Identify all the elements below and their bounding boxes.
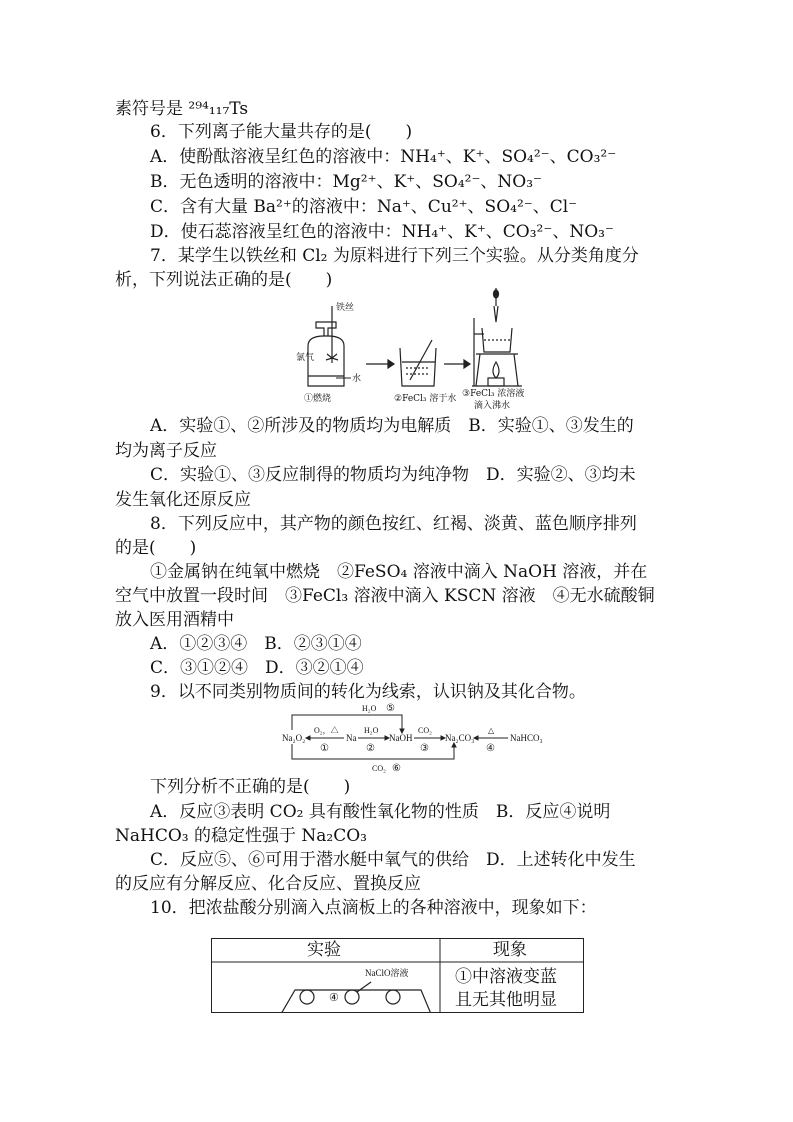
water-label: 水 [352, 374, 362, 384]
text-line: C．实验①、③反应制得的物质均为纯净物 D．实验②、③均未 [150, 465, 636, 485]
text-line: 空气中放置一段时间 ③FeCl₃ 溶液中滴入 KSCN 溶液 ④无水硫酸铜 [115, 586, 655, 606]
text-line: A．①②③④ B．②③①④ [150, 634, 362, 654]
reaction4-number: ④ [486, 743, 495, 754]
reaction1-number: ① [320, 743, 329, 754]
arrow-right-icon [366, 360, 394, 368]
conversion-diagram-q9 [282, 703, 552, 775]
text-line: C．含有大量 Ba²⁺的溶液中：Na⁺、Cu²⁺、SO₄²⁻、Cl⁻ [150, 197, 578, 217]
arrow-right-icon [444, 360, 470, 368]
text-line: C．反应⑤、⑥可用于潜水艇中氧气的供给 D．上述转化中发生 [150, 850, 636, 870]
chlorine-label: 氯气 [296, 353, 315, 363]
reaction3-number: ③ [420, 743, 429, 754]
text-line: C．③①②④ D．③②①④ [150, 658, 364, 678]
node-na: Na [346, 733, 357, 743]
caption-fecl3-solution: ③FeCl₃ 浓溶液 [462, 389, 525, 399]
reaction2-number: ② [366, 743, 375, 754]
text-line: 放入医用酒精中 [115, 610, 234, 630]
text-line: A．使酚酞溶液呈红色的溶液中：NH₄⁺、K⁺、SO₄²⁻、CO₃²⁻ [150, 147, 617, 167]
caption-boiling-water: 滴入沸水 [474, 401, 511, 411]
reaction1-condition: O₂，△ [314, 726, 339, 735]
text-line: A．实验①、②所涉及的物质均为电解质 B．实验①、③发生的 [150, 416, 634, 436]
experiment-figure-q7 [296, 288, 536, 412]
text-line: 10．把浓盐酸分别滴入点滴板上的各种溶液中，现象如下： [150, 898, 597, 918]
text-line: 发生氧化还原反应 [115, 490, 251, 510]
text-line: 的是( ) [115, 538, 197, 558]
spot-plate-icon [281, 982, 431, 1013]
node-nahco3: NaHCO₃ [510, 733, 543, 743]
reaction6-number: ⑥ [392, 763, 401, 774]
gas-bottle-icon [308, 306, 344, 386]
text-line: 8．下列反应中，其产物的颜色按红、红褐、淡黄、蓝色顺序排列 [150, 514, 637, 534]
node-na2co3: Na₂CO₃ [445, 733, 475, 743]
reagent-label: NaClO溶液 [365, 968, 409, 978]
phenomenon-line-2: 且无其他明显 [455, 990, 557, 1010]
text-line: 均为离子反应 [115, 441, 217, 461]
text-line: D．使石蕊溶液呈红色的溶液中：NH₄⁺、K⁺、CO₃²⁻、NO₃⁻ [150, 222, 614, 242]
reaction5-number: ⑤ [386, 703, 395, 714]
caption-combustion: ①燃烧 [304, 394, 332, 404]
experiment-figure-drawing [296, 288, 536, 412]
header-experiment: 实验 [307, 940, 341, 960]
phenomenon-line-1: ①中溶液变蓝 [455, 967, 557, 987]
text-line: 9．以不同类别物质间的转化为线索，认识钠及其化合物。 [150, 682, 586, 702]
text-line: 6．下列离子能大量共存的是( ) [150, 122, 413, 142]
well-number: ④ [329, 992, 339, 1004]
text-line: NaHCO₃ 的稳定性强于 Na₂CO₃ [115, 826, 367, 846]
reaction6-condition: CO₂ [372, 764, 386, 773]
text-line: 7．某学生以铁丝和 Cl₂ 为原料进行下列三个实验。从分类角度分 [150, 246, 639, 266]
experiment-table-q10 [211, 938, 584, 1013]
text-line: B．无色透明的溶液中：Mg²⁺、K⁺、SO₄²⁻、NO₃⁻ [150, 172, 543, 192]
node-na2o2: Na₂O₂ [282, 733, 306, 743]
conversion-diagram-drawing [282, 703, 552, 775]
reaction3-condition: CO₂ [418, 726, 432, 735]
header-phenomenon: 现象 [493, 940, 527, 960]
node-naoh: NaOH [389, 733, 413, 743]
heating-apparatus-icon [472, 288, 522, 386]
beaker-icon [400, 340, 436, 386]
iron-wire-label: 铁丝 [336, 303, 355, 313]
reaction5-condition: H₂O [362, 704, 377, 713]
text-line: 素符号是 ²⁹⁴₁₁₇Ts [115, 99, 249, 119]
text-line: ①金属钠在纯氧中燃烧 ②FeSO₄ 溶液中滴入 NaOH 溶液，并在 [150, 562, 648, 582]
text-line: 析，下列说法正确的是( ) [115, 270, 333, 290]
text-line: A．反应③表明 CO₂ 具有酸性氧化物的性质 B．反应④说明 [150, 802, 611, 822]
text-line: 的反应有分解反应、化合反应、置换反应 [115, 874, 421, 894]
text-line: 下列分析不正确的是( ) [150, 777, 351, 797]
reaction2-condition: H₂O [364, 726, 379, 735]
caption-dissolve: ②FeCl₃ 溶于水 [394, 394, 457, 404]
reaction4-condition: △ [488, 726, 495, 735]
